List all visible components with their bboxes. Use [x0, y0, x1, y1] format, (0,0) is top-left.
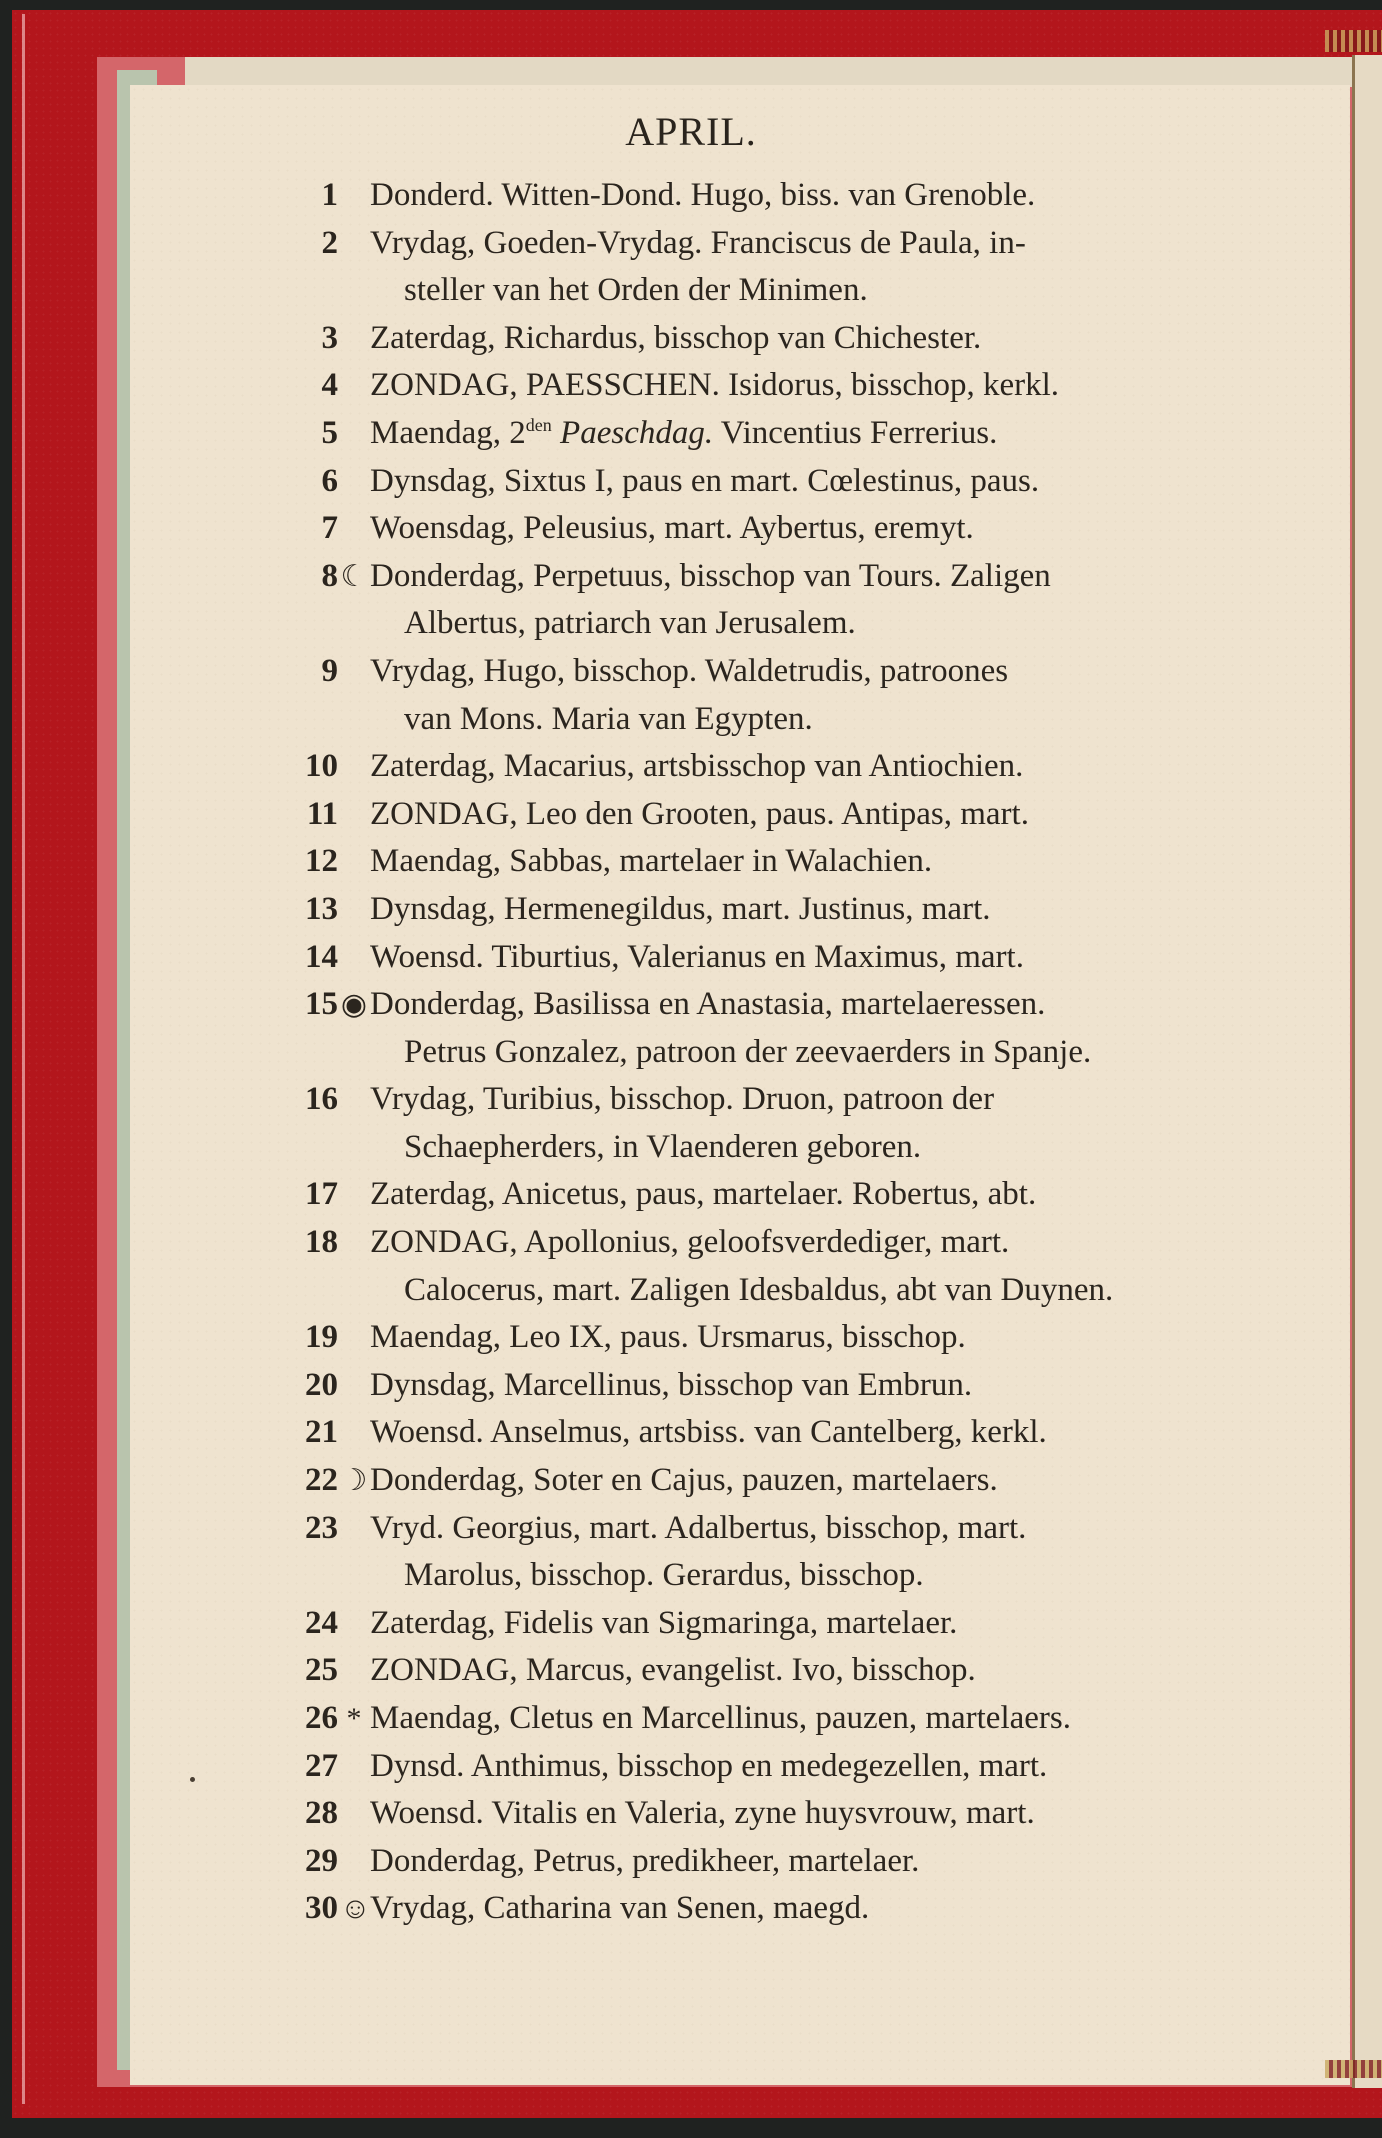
day-number: 22	[305, 1462, 338, 1499]
entry-text-continuation: Calocerus, mart. Zaligen Idesbaldus, abt van Duynen.	[404, 1271, 1114, 1308]
first-quarter-moon-icon: ☽	[340, 1464, 368, 1498]
new-moon-icon: ◉	[340, 988, 368, 1022]
day-number: 4	[321, 367, 338, 404]
day-number: 17	[305, 1176, 338, 1213]
entry-text: Vrydag, Catharina van Senen, maegd.	[370, 1890, 870, 1927]
entry-text: Woensd. Tiburtius, Valerianus en Maximus, mart.	[370, 938, 1024, 975]
entry-text: Donderdag, Basilissa en Anastasia, martelaeressen.	[370, 986, 1046, 1023]
calendar-entry	[270, 362, 1280, 410]
day-number: 26	[305, 1700, 338, 1736]
calendar-entry	[270, 1362, 1280, 1410]
entry-text-continuation: Marolus, bisschop. Gerardus, bisschop.	[404, 1557, 924, 1594]
entry-text: Dynsd. Anthimus, bisschop en medegezellen, mart.	[370, 1747, 1048, 1784]
entry-text: ZONDAG, PAESSCHEN. Isidorus, bisschop, kerkl.	[370, 367, 1060, 404]
calendar-entry	[270, 553, 1280, 648]
day-number: 14	[305, 938, 338, 975]
day-number: 11	[306, 795, 338, 832]
calendar-entry	[270, 981, 1280, 1076]
day-number: 12	[305, 843, 338, 880]
entry-text: Vrydag, Turibius, bisschop. Druon, patroon der	[370, 1081, 995, 1118]
calendar-entry	[270, 1838, 1280, 1886]
day-number: 20	[305, 1366, 338, 1403]
calendar-entry	[270, 1790, 1280, 1838]
calendar-entry	[270, 220, 1280, 315]
day-number: 10	[305, 748, 338, 785]
day-number: 16	[305, 1081, 338, 1118]
entry-text-continuation: steller van het Orden der Minimen.	[404, 272, 868, 309]
entry-text: Dynsdag, Sixtus I, paus en mart. Cœlestinus, paus.	[370, 462, 1040, 499]
entry-text: ZONDAG, Apollonius, geloofsverdediger, mart.	[370, 1224, 1010, 1261]
calendar-entry	[270, 1171, 1280, 1219]
calendar-entry	[270, 1505, 1280, 1600]
calendar-entry	[270, 743, 1280, 791]
spine-ornament	[1325, 30, 1382, 52]
entry-text-end: Vincentius Ferrerius.	[713, 414, 998, 451]
calendar-entry	[270, 410, 1280, 458]
day-number: 27	[305, 1747, 338, 1784]
page-title: APRIL.	[625, 109, 757, 154]
entry-text: Vrydag, Goeden-Vrydag. Franciscus de Paula, in-	[370, 224, 1026, 261]
entry-text	[370, 410, 1280, 458]
entry-text: Maendag, Cletus en Marcellinus, pauzen, martelaers.	[370, 1700, 1071, 1736]
entry-text: Donderdag, Perpetuus, bisschop van Tours. Zaligen	[370, 557, 1051, 594]
feast-name: Paeschdag.	[560, 414, 714, 451]
day-number: 18	[305, 1224, 338, 1261]
calendar-entry	[270, 1409, 1280, 1457]
day-number: 5	[321, 414, 338, 451]
day-number: 15	[305, 986, 338, 1023]
entry-text: Donderd. Witten-Dond. Hugo, biss. van Grenoble.	[370, 177, 1036, 213]
day-number: 9	[321, 652, 338, 689]
calendar-entry	[270, 1457, 1280, 1505]
day-number: 29	[305, 1842, 338, 1879]
calendar-entry	[270, 505, 1280, 553]
entry-text: Woensd. Anselmus, artsbiss. van Cantelberg, kerkl.	[370, 1414, 1047, 1451]
entry-text: Vryd. Georgius, mart. Adalbertus, bisschop, mart.	[370, 1509, 1027, 1546]
day-number: 8	[321, 557, 338, 594]
entry-text: Zaterdag, Macarius, artsbisschop van Antiochien.	[370, 748, 1024, 785]
calendar-entry	[270, 458, 1280, 506]
calendar-entries	[270, 172, 1280, 1933]
entry-text-start: Maendag, 2	[370, 414, 526, 451]
cover-crease	[22, 14, 25, 2104]
day-number: 28	[305, 1795, 338, 1832]
calendar-entry	[270, 1647, 1280, 1695]
day-number: 6	[321, 462, 338, 499]
entry-text: ZONDAG, Marcus, evangelist. Ivo, bisschop.	[370, 1652, 976, 1689]
underlying-page-edge	[185, 57, 1355, 87]
day-number: 3	[321, 319, 338, 356]
day-number: 23	[305, 1509, 338, 1546]
calendar-entry	[270, 1600, 1280, 1648]
facing-page-edge	[1352, 55, 1382, 2088]
entry-text: Maendag, Sabbas, martelaer in Walachien.	[370, 843, 933, 880]
calendar-entry	[270, 172, 1280, 220]
calendar-entry	[270, 1314, 1280, 1362]
calendar-entry	[270, 791, 1280, 839]
calendar-entry	[270, 838, 1280, 886]
entry-text: Zaterdag, Anicetus, paus, martelaer. Robertus, abt.	[370, 1176, 1037, 1213]
entry-text: Dynsdag, Hermenegildus, mart. Justinus, mart.	[370, 890, 991, 927]
entry-text: ZONDAG, Leo den Grooten, paus. Antipas, mart.	[370, 795, 1029, 832]
entry-text-continuation: Albertus, patriarch van Jerusalem.	[404, 605, 856, 642]
calendar-entry	[270, 1695, 1280, 1743]
entry-text: Vrydag, Hugo, bisschop. Waldetrudis, patroones	[370, 652, 1009, 689]
day-number: 7	[321, 510, 338, 547]
entry-text: Dynsdag, Marcellinus, bisschop van Embrun.	[370, 1366, 973, 1403]
day-number: 19	[305, 1319, 338, 1356]
day-number: 13	[305, 890, 338, 927]
spine-ornament	[1325, 2060, 1382, 2078]
last-quarter-moon-icon: ☾	[340, 559, 368, 593]
entry-text: Maendag, Leo IX, paus. Ursmarus, bisschop.	[370, 1319, 966, 1356]
entry-text-continuation: Schaepherders, in Vlaenderen geboren.	[404, 1128, 922, 1165]
day-number: 24	[305, 1604, 338, 1641]
ink-speck	[190, 1777, 195, 1782]
calendar-entry	[270, 1076, 1280, 1171]
entry-text-continuation: van Mons. Maria van Egypten.	[404, 700, 813, 737]
entry-text: Zaterdag, Fidelis van Sigmaringa, martelaer.	[370, 1604, 958, 1641]
day-number: 25	[305, 1652, 338, 1689]
calendar-entry	[270, 1219, 1280, 1314]
calendar-entry	[270, 934, 1280, 982]
calendar-entry	[270, 1885, 1280, 1933]
entry-text-continuation: Petrus Gonzalez, patroon der zeevaerders in Spanje.	[404, 1033, 1092, 1070]
entry-text: Woensdag, Peleusius, mart. Aybertus, eremyt.	[370, 510, 974, 547]
day-number: 1	[321, 177, 338, 213]
day-number: 2	[321, 224, 338, 261]
entry-text: Zaterdag, Richardus, bisschop van Chichester.	[370, 319, 982, 356]
day-number: 30	[305, 1890, 338, 1927]
entry-text: Woensd. Vitalis en Valeria, zyne huysvrouw, mart.	[370, 1795, 1035, 1832]
ordinal-superscript: den	[525, 414, 552, 435]
full-moon-icon: ☺	[340, 1892, 371, 1926]
calendar-entry	[270, 648, 1280, 743]
calendar-entry	[270, 886, 1280, 934]
entry-text: Donderdag, Soter en Cajus, pauzen, martelaers.	[370, 1462, 998, 1499]
calendar-entry	[270, 315, 1280, 363]
calendar-entry	[270, 1743, 1280, 1791]
entry-text: Donderdag, Petrus, predikheer, martelaer.	[370, 1842, 920, 1879]
day-number: 21	[305, 1414, 338, 1451]
asterisk-icon: *	[346, 1702, 362, 1735]
